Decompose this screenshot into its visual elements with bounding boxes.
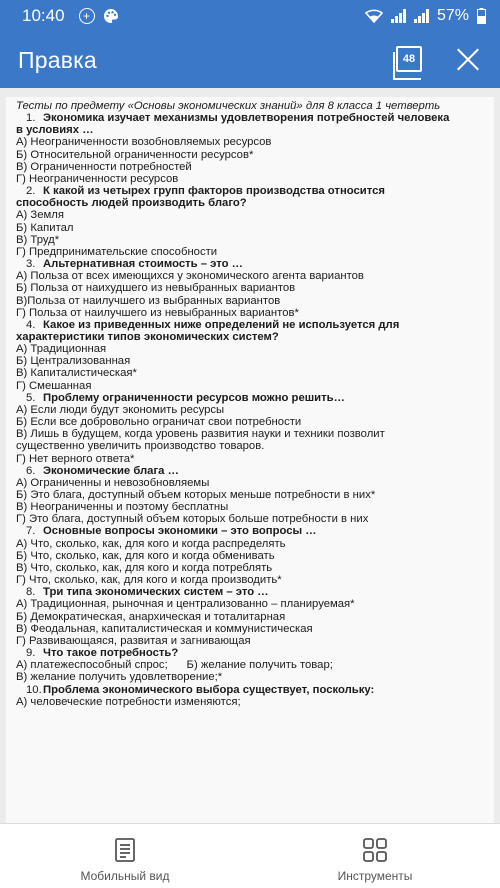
question-number: 2. [26, 185, 36, 198]
question-text: Три типа экономических систем – это … [43, 586, 269, 599]
answer-option: В) Лишь в будущем, когда уровень развития науки и техники позволит [16, 428, 385, 441]
question-text-continued: в условиях … [16, 124, 94, 137]
answer-option: В) Капиталистическая* [16, 367, 137, 380]
answer-option: Г) Смешанная [16, 379, 92, 392]
status-bar [0, 0, 500, 32]
answer-option: А) Если люди будут экономить ресурсы [16, 403, 225, 416]
answer-option: Б) Относительной ограниченности ресурсов* [16, 148, 254, 161]
tabs-counter-value: 48 [402, 53, 416, 65]
question-text: К какой из четырех групп факторов производства относится [43, 185, 386, 198]
question-heading [16, 112, 494, 124]
signal-strength-icon-2 [414, 9, 429, 23]
question-number: 7. [26, 525, 36, 538]
answer-option: Б) Что, сколько, как, для кого и когда обменивать [16, 549, 275, 562]
question-text: Основные вопросы экономики – это вопросы … [43, 525, 317, 538]
question-text-continued: способность людей производить благо? [16, 197, 247, 210]
question-number: 6. [26, 464, 36, 477]
tools-button[interactable] [250, 824, 500, 888]
mobile-view-button[interactable] [0, 824, 250, 888]
question-text: Что такое потребность? [43, 647, 179, 660]
answer-option: Б) Если все добровольно ограничат свои потребности [16, 416, 302, 429]
question-number: 1. [26, 112, 36, 125]
question-heading [16, 586, 494, 598]
page-title: Правка [18, 46, 97, 73]
wifi-icon [365, 9, 383, 23]
add-notification-icon: + [79, 8, 95, 24]
answer-option: Б) Демократическая, анархическая и тоталитарная [16, 610, 286, 623]
answer-option: А) Что, сколько, как, для кого и когда распределять [16, 537, 286, 550]
answer-option: Б) Капитал [16, 221, 74, 234]
answer-option: А) Неограниченности возобновляемых ресурсов [16, 136, 272, 149]
answer-option: В) Что, сколько, как, для кого и когда потреблять [16, 561, 273, 574]
question-text-continued: характеристики типов экономических систем? [16, 330, 279, 343]
answer-option: В)Польза от наилучшего из выбранных вариантов [16, 294, 281, 307]
question-text: Какое из приведенных ниже определений не используется для [43, 318, 400, 331]
question-heading [16, 465, 494, 477]
question-number: 3. [26, 258, 36, 271]
question-text: Проблему ограниченности ресурсов можно решить… [43, 391, 345, 404]
answer-option: В) Труд* [16, 233, 60, 246]
question-number: 4. [26, 318, 36, 331]
answer-option: А) Земля [16, 209, 65, 222]
answer-option: А) Традиционная, рыночная и централизованно – планируемая* [16, 598, 355, 611]
question-text: Экономические блага … [43, 464, 179, 477]
palette-icon [103, 8, 119, 24]
answer-option: А) человеческие потребности изменяются; [16, 695, 241, 708]
tools-grid-icon [363, 838, 387, 862]
document-title: Тесты по предмету «Основы экономических знаний» для 8 класса 1 четверть [16, 100, 441, 112]
signal-strength-icon [391, 9, 406, 23]
answer-option: В) Феодальная, капиталистическая и коммунистическая [16, 622, 313, 635]
bottom-nav [0, 823, 500, 888]
mobile-view-label: Мобильный вид [80, 869, 170, 883]
answer-option: Б) Польза от наихудшего из невыбранных вариантов [16, 282, 296, 295]
close-icon[interactable] [455, 46, 481, 72]
battery-percent: 57% [436, 7, 469, 24]
status-time: 10:40 [22, 6, 65, 25]
question-heading [16, 258, 494, 270]
answer-option: В) Ограниченности потребностей [16, 160, 192, 173]
question-text: Альтернативная стоимость – это … [43, 258, 243, 271]
tabs-counter-button[interactable] [396, 46, 422, 72]
question-number: 8. [26, 586, 36, 599]
question-text: Проблема экономического выбора существует, поскольку: [43, 683, 375, 696]
answer-option: Г) Нет верного ответа* [16, 452, 135, 465]
answer-option: Г) Польза от наилучшего из невыбранных вариантов* [16, 306, 299, 319]
answer-option: В) желание получить удовлетворение;* [16, 671, 223, 684]
tools-label: Инструменты [337, 869, 413, 883]
answer-option: Г) Предпринимательские способности [16, 245, 218, 258]
answer-option: А) Ограниченны и невозобновляемы [16, 476, 210, 489]
answer-option: А) Традиционная [16, 343, 107, 356]
question-heading [16, 392, 494, 404]
app-bar [0, 32, 500, 88]
question-heading [16, 684, 494, 696]
answer-option: А) платежеспособный спрос; Б) желание получить товар; [16, 659, 333, 672]
answer-option: А) Польза от всех имеющихся у экономического агента вариантов [16, 270, 364, 283]
question-number: 9. [26, 647, 36, 660]
answer-option: Г) Это блага, доступный объем которых больше потребности в них [16, 513, 369, 526]
question-heading [16, 525, 494, 537]
answer-option: Б) Это блага, доступный объем которых меньше потребности в них* [16, 489, 376, 501]
mobile-view-icon [115, 838, 135, 862]
battery-icon [477, 8, 486, 24]
answer-option: существенно увеличить производство товаров. [16, 440, 265, 453]
answer-option: Г) Что, сколько, как, для кого и когда производить* [16, 574, 282, 587]
question-heading [16, 647, 494, 659]
content-area[interactable] [0, 88, 500, 823]
answer-option: Г) Развивающаяся, развитая и загнивающая [16, 634, 251, 647]
answer-option: В) Неограниченны и поэтому бесплатны [16, 501, 229, 514]
question-heading [16, 185, 494, 197]
answer-option: Г) Неограниченности ресурсов [16, 172, 179, 185]
document-page[interactable] [6, 97, 494, 825]
answer-option: Б) Централизованная [16, 355, 131, 368]
question-text: Экономика изучает механизмы удовлетворения потребностей человека [43, 112, 450, 125]
question-number: 10. [26, 683, 42, 696]
question-heading [16, 319, 494, 331]
status-system-icons [365, 7, 486, 25]
question-number: 5. [26, 391, 36, 404]
status-notification-icons [79, 8, 119, 24]
